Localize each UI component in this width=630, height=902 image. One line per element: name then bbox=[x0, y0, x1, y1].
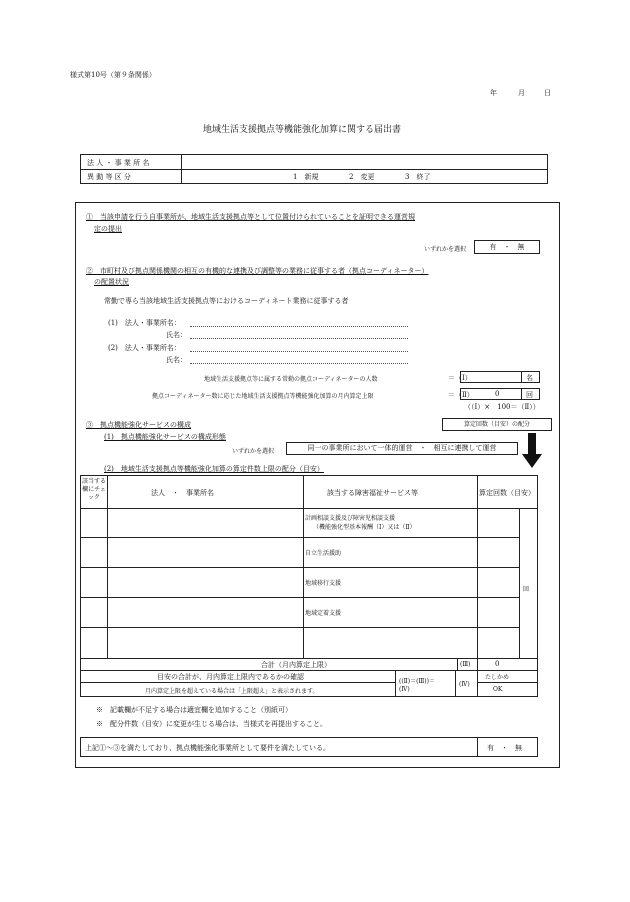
unit-kai: 回 bbox=[526, 391, 533, 399]
check-label: 目安の合計が、月内算定上限内であるかの確認 bbox=[157, 673, 304, 681]
eq-II: ＝（Ⅱ） bbox=[448, 391, 474, 399]
unit-mei: 名 bbox=[526, 374, 533, 382]
total-code: (Ⅲ) bbox=[460, 661, 471, 668]
option-change[interactable]: 2 変更 bbox=[349, 173, 375, 181]
confirm-header: たしかめ bbox=[485, 674, 510, 681]
section2-text-cont: の配置状況 bbox=[94, 278, 129, 286]
section3-sub2: (2) 地域生活支援拠点等機能強化加算の算定件数上限の配分（目安） bbox=[104, 465, 324, 473]
date-month: 月 bbox=[518, 89, 525, 97]
page-title: 地域生活支援拠点等機能強化加算に関する届出書 bbox=[203, 125, 402, 135]
arrow-down-icon bbox=[528, 433, 536, 455]
coordinator1-name-label: 氏名： bbox=[166, 331, 187, 339]
row1-check[interactable] bbox=[81, 508, 106, 536]
distribution-tag: 算定回数（目安）の配分 bbox=[442, 418, 552, 431]
monthly-limit-label: 拠点コーディネーター数に応じた地域生活支援拠点等機能強化加算の月内算定上限 bbox=[152, 393, 374, 400]
option-end[interactable]: 3 終了 bbox=[405, 173, 431, 181]
row4-service: 地域定着支援 bbox=[305, 610, 342, 617]
coordinator2-corp-label: (2) 法人・事業所名： bbox=[108, 344, 181, 352]
row5-check[interactable] bbox=[81, 627, 106, 657]
col-check-header: 該当する欄にチェック bbox=[81, 478, 106, 501]
monthly-limit-box bbox=[460, 388, 540, 400]
check-formula: ((Ⅱ)＝(Ⅲ))＝ bbox=[399, 678, 435, 685]
corp-name-label: 法 人 ・ 事 業 所 名 bbox=[87, 159, 150, 167]
footer-ari-nashi[interactable]: 有 ・ 無 bbox=[487, 744, 522, 752]
section3-choose: いずれかを選択 bbox=[232, 448, 275, 455]
row1-service: 計画相談支援及び障害児相談支援 bbox=[305, 515, 396, 522]
row4-check[interactable] bbox=[81, 597, 106, 626]
total-label: 合計（月内算定上限） bbox=[261, 661, 331, 669]
coordinator1-corp-label: (1) 法人・事業所名： bbox=[108, 319, 181, 327]
total-value: 0 bbox=[495, 660, 500, 668]
form-number: 様式第10号（第９条関係） bbox=[70, 71, 156, 79]
section2-sub: 常勤で専ら当該地域生活支援拠点等におけるコーディネート業務に従事する者 bbox=[104, 297, 349, 305]
section2-text: ② 市町村及び拠点関係機関の相互の有機的な連携及び調整等の業務に従事する者（拠点コーディネーター） bbox=[86, 267, 429, 275]
coordinator-count-box[interactable] bbox=[460, 371, 540, 383]
col-corp-header: 法人 ・ 事業所名 bbox=[151, 489, 214, 497]
change-type-label: 異 動 等 区 分 bbox=[87, 173, 131, 181]
coordinator-count-label: 地域生活支援拠点等に属する常勤の拠点コーディネーターの人数 bbox=[204, 376, 378, 383]
section1-text-cont: 定の提出 bbox=[94, 225, 122, 233]
row3-check[interactable] bbox=[81, 567, 106, 596]
monthly-limit-value: 0 bbox=[495, 390, 500, 398]
unit-kai-table: 回 bbox=[523, 586, 530, 593]
iv-code: (Ⅳ) bbox=[459, 681, 470, 688]
coordinator1-name-field[interactable] bbox=[190, 338, 408, 339]
section1-choose: いずれかを選択 bbox=[424, 246, 467, 253]
confirm-value: OK bbox=[493, 686, 503, 693]
date-year: 年 bbox=[490, 89, 497, 97]
footer-box bbox=[80, 737, 538, 757]
composition-select[interactable]: 同一の事業所において一体的運営 ・ 相互に連携して運営 bbox=[286, 442, 518, 455]
row2-check[interactable] bbox=[81, 537, 106, 566]
col-service-header: 該当する障害福祉サービス等 bbox=[327, 489, 418, 497]
arrow-head-icon bbox=[522, 454, 542, 468]
check-formula-iv: (Ⅳ) bbox=[399, 686, 410, 693]
row2-service: 自立生活援助 bbox=[305, 550, 342, 557]
row3-service: 地域移行支援 bbox=[305, 580, 342, 587]
coordinator2-name-field[interactable] bbox=[190, 363, 408, 364]
col-count-header: 算定回数（目安） bbox=[479, 489, 535, 497]
eq-I: ＝（Ⅰ） bbox=[448, 374, 472, 382]
section1-text: ① 当該申請を行う自事業所が、地域生活支援拠点等として位置付けられていることを証明できる運営規 bbox=[86, 213, 415, 221]
footer-text: 上記①～③を満たしており、拠点機能強化事業所として要件を満たしている。 bbox=[85, 744, 330, 752]
option-new[interactable]: 1 新規 bbox=[293, 173, 319, 181]
date-day: 日 bbox=[544, 89, 551, 97]
section3-sub1: (1) 拠点機能強化サービスの構成形態 bbox=[104, 433, 226, 441]
coordinator1-corp-field[interactable] bbox=[190, 326, 408, 327]
section3-text: ③ 拠点機能強化サービスの構成 bbox=[86, 421, 191, 429]
note-1: ※ 記載欄が不足する場合は適宜欄を追加すること（別紙可） bbox=[96, 706, 292, 714]
check-note: 月内算定上限を超えている場合は「上限超え」と表示されます。 bbox=[145, 688, 319, 695]
section1-ari-nashi[interactable]: 有 ・ 無 bbox=[474, 240, 540, 254]
coordinator2-name-label: 氏名： bbox=[166, 356, 187, 364]
coordinator2-corp-field[interactable] bbox=[190, 351, 408, 352]
note-2: ※ 配分件数（目安）に変更が生じる場合は、当様式を再提出すること。 bbox=[96, 720, 327, 728]
limit-formula: （（Ⅰ）× 100＝（Ⅱ）） bbox=[464, 403, 540, 411]
row1-service-note: （機能強化型基本報酬（Ⅰ）又は（Ⅱ） bbox=[313, 524, 416, 531]
distribution-table bbox=[80, 475, 538, 697]
header-table bbox=[80, 154, 548, 184]
